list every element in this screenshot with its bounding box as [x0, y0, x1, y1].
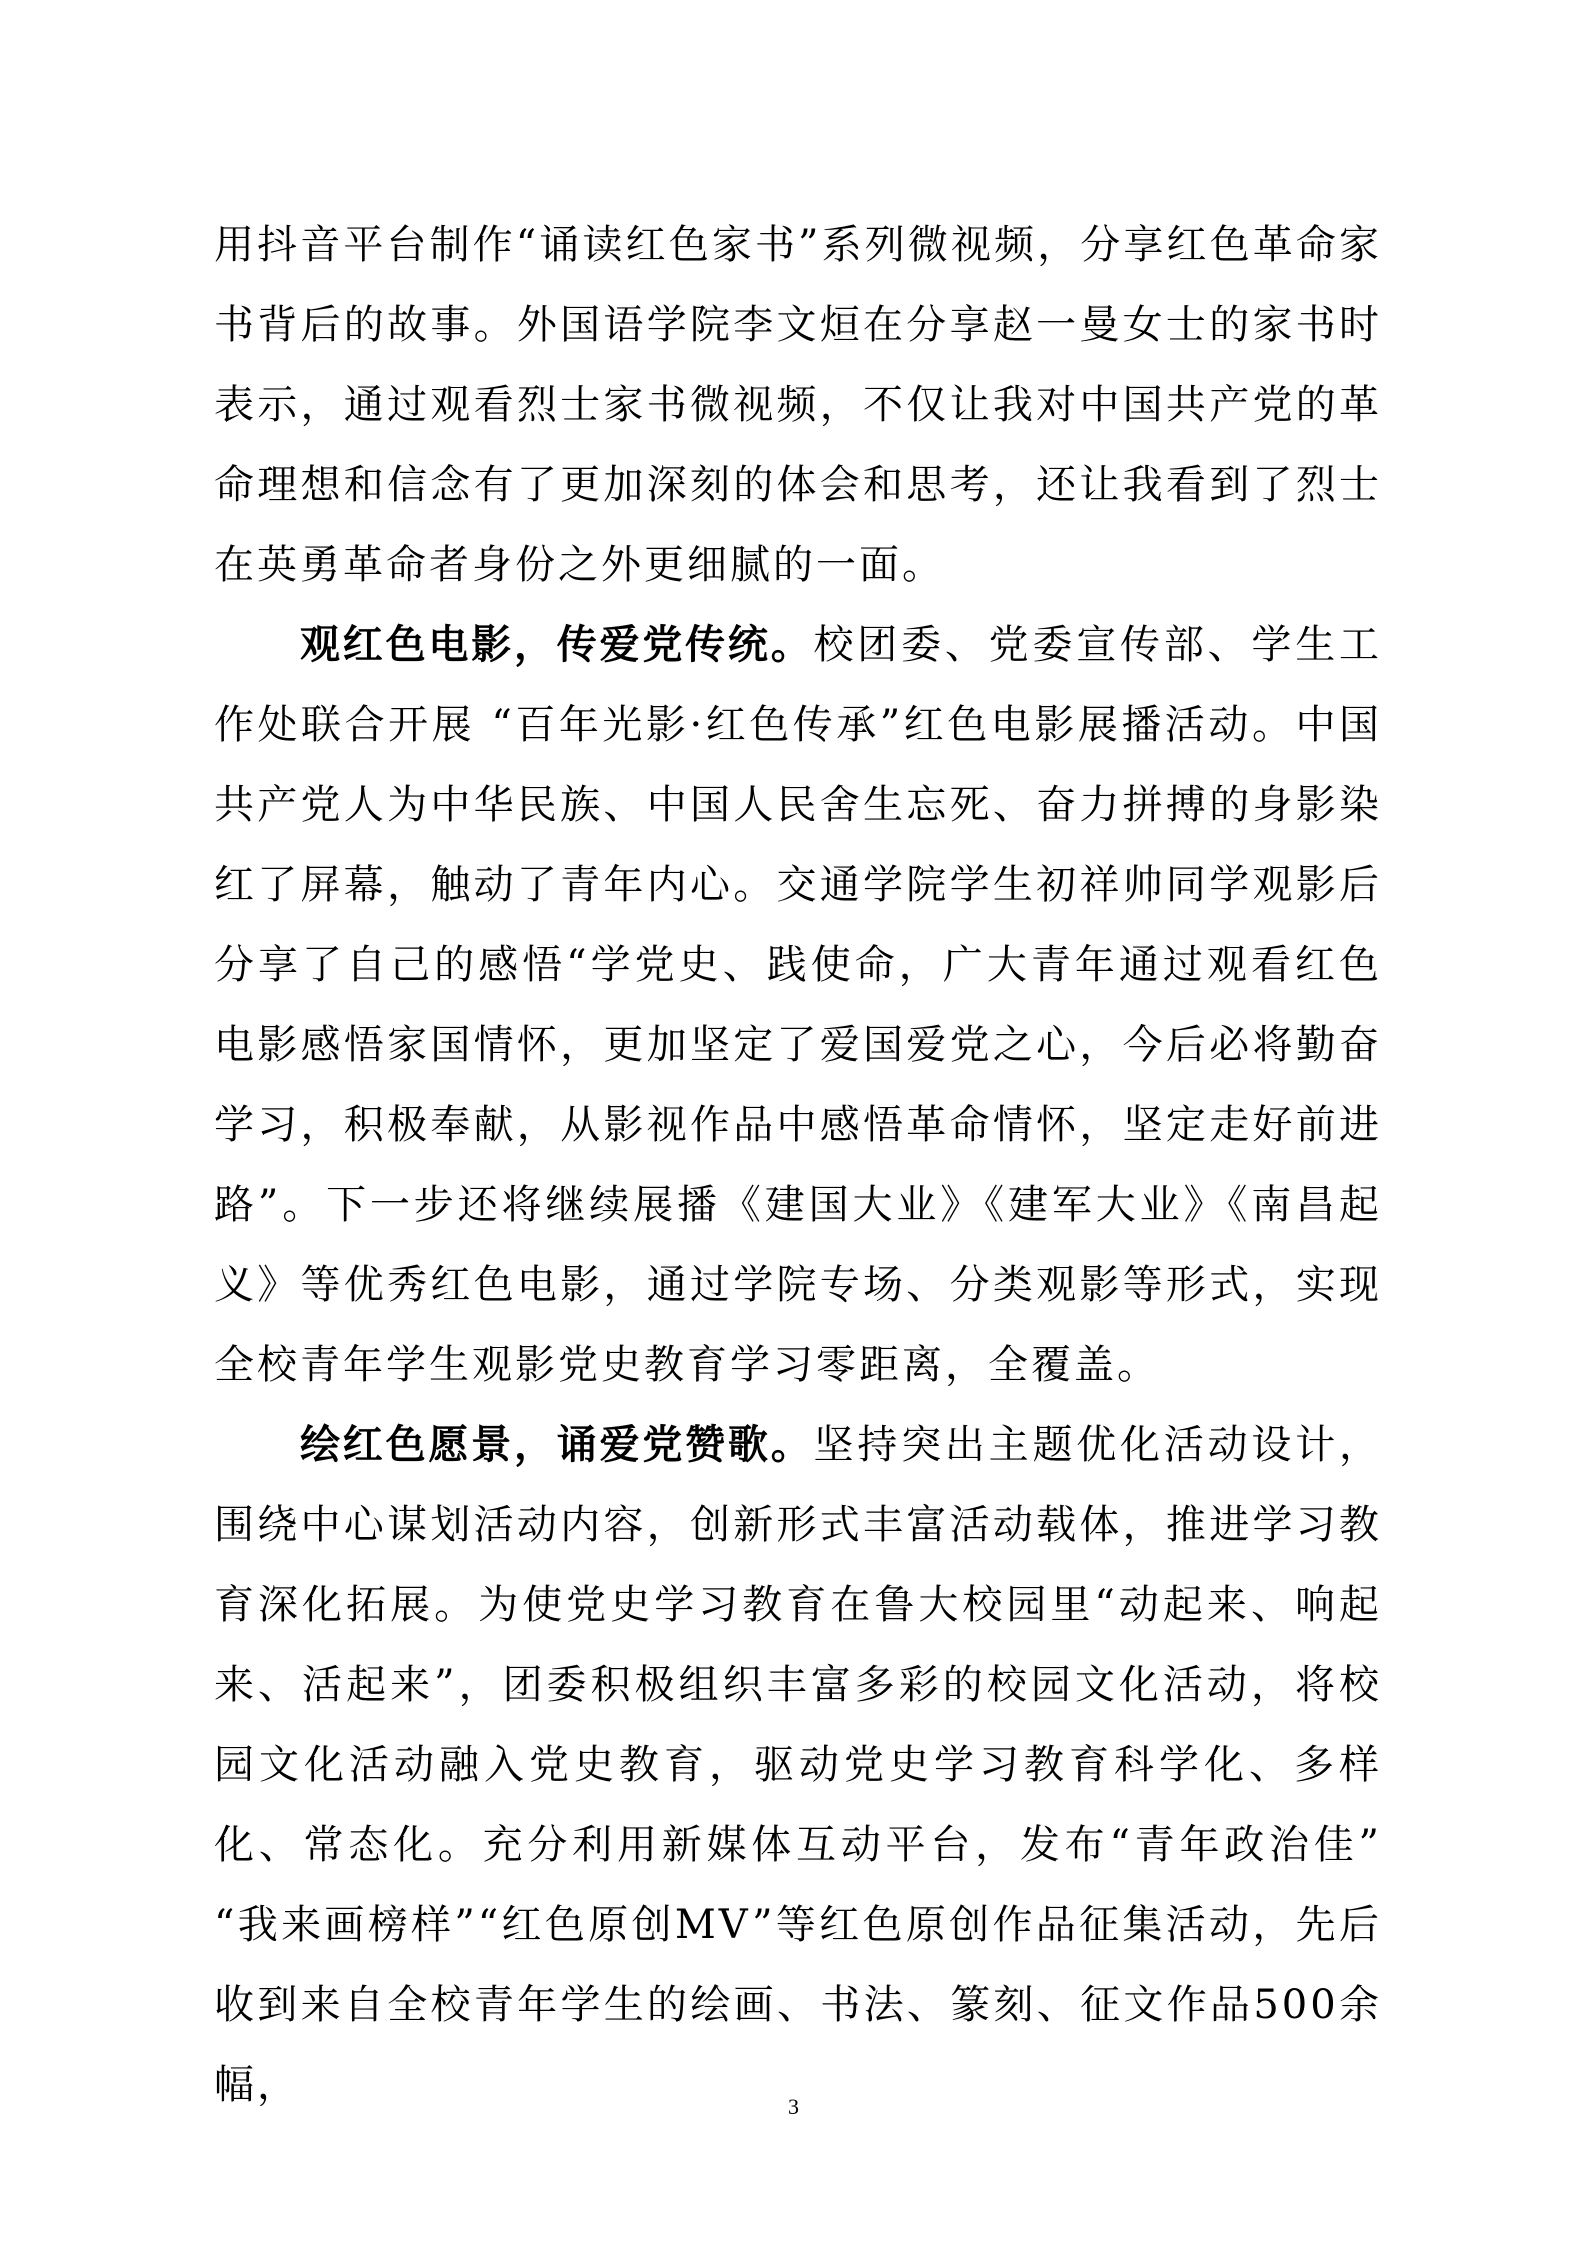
paragraph-3 — [214, 1405, 1382, 2125]
paragraph-1-text: 用抖音平台制作“诵读红色家书”系列微视频，分享红色革命家书背后的故事。外国语学院李文烜在分享赵一曼女士的家书时表示，通过观看烈士家书微视频，不仅让我对中国共产党的革命理想和信念有了更加深刻的体会和思考，还让我看到了烈士在英勇革命者身份之外更细腻的一面。 — [214, 222, 1382, 588]
body-text — [214, 205, 1382, 2125]
paragraph-2-text: 校团委、党委宣传部、学生工作处联合开展 “百年光影·红色传承”红色电影展播活动。中国共产党人为中华民族、中国人民舍生忘死、奋力拼搏的身影染红了屏幕，触动了青年内心。交通学院学生初祥帅同学观影后分享了自己的感悟“学党史、践使命，广大青年通过观看红色电影感悟家国情怀，更加坚定了爱国爱党之心，今后必将勤奋学习，积极奉献，从影视作品中感悟革命情怀，坚定走好前进路”。下一步还将继续展播《建国大业》《建军大业》《南昌起义》等优秀红色电影，通过学院专场、分类观影等形式，实现全校青年学生观影党史教育学习零距离，全覆盖。 — [214, 622, 1382, 1388]
paragraph-2 — [214, 605, 1382, 1405]
paragraph-3-heading: 绘红色愿景，诵爱党赞歌。 — [300, 1422, 814, 1468]
paragraph-2-heading: 观红色电影，传爱党传统。 — [300, 622, 814, 668]
paragraph-1 — [214, 205, 1382, 605]
paragraph-3-text: 坚持突出主题优化活动设计，围绕中心谋划活动内容，创新形式丰富活动载体，推进学习教育深化拓展。为使党史学习教育在鲁大校园里“动起来、响起来、活起来”，团委积极组织丰富多彩的校园文化活动，将校园文化活动融入党史教育，驱动党史学习教育科学化、多样化、常态化。充分利用新媒体互动平台，发布“青年政治佳” “我来画榜样”“红色原创MV”等红色原创作品征集活动，先后收到来自全校青年学生的绘画、书法、篆刻、征文作品500余幅， — [214, 1422, 1382, 2108]
page-number: 3 — [788, 2094, 799, 2119]
